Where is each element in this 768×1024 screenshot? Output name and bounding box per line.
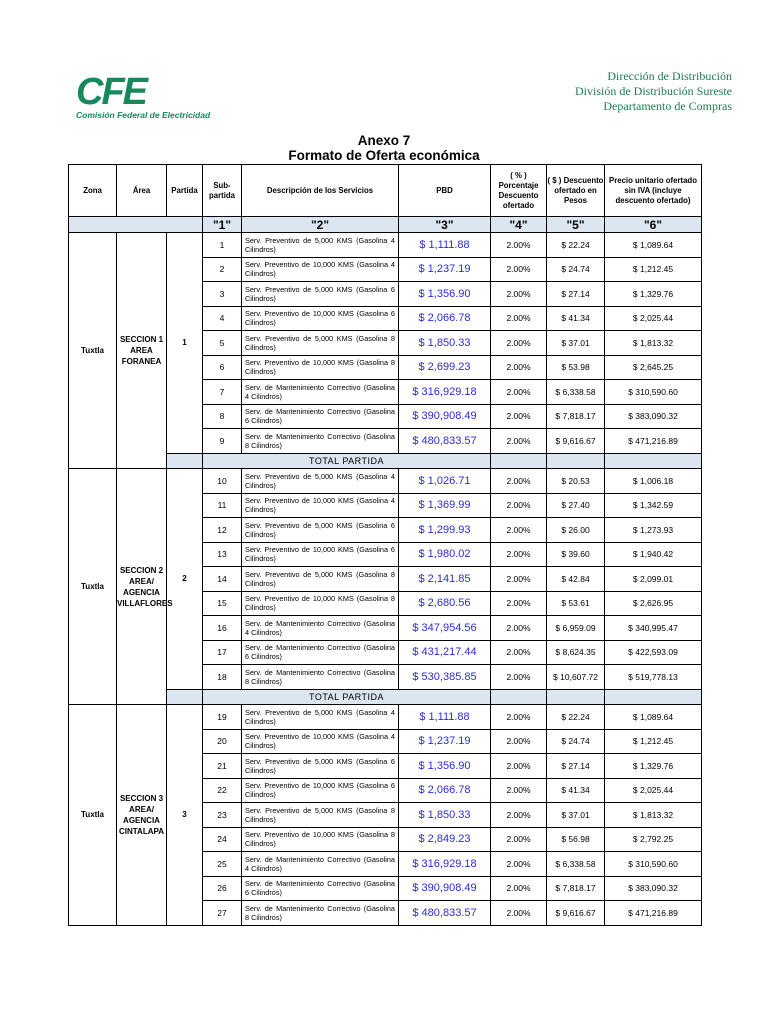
cell-subpartida: 22 — [203, 778, 242, 803]
cell-descripcion: Serv. Preventivo de 10,000 KMS (Gasolina 8 Cilindros) — [242, 355, 399, 380]
cell-descripcion: Serv. de Mantenimiento Correctivo (Gasolina 4 Cilindros) — [242, 852, 399, 877]
cell-descripcion: Serv. Preventivo de 10,000 KMS (Gasolina 4 Cilindros) — [242, 257, 399, 282]
cell-subpartida: 25 — [203, 852, 242, 877]
cell-pbd: $ 2,066.78 — [399, 306, 491, 331]
cell-subpartida: 12 — [203, 518, 242, 543]
cell-subpartida: 15 — [203, 591, 242, 616]
cell-partida: 3 — [167, 705, 203, 926]
cell-descuento: $ 37.01 — [547, 331, 605, 356]
cell-porcentaje: 2.00% — [491, 803, 547, 828]
header-row — [69, 165, 702, 217]
cell-descripcion: Serv. Preventivo de 5,000 KMS (Gasolina 8 Cilindros) — [242, 567, 399, 592]
cell-precio: $ 2,025.44 — [605, 306, 702, 331]
cell-porcentaje: 2.00% — [491, 469, 547, 494]
cell-subpartida: 9 — [203, 429, 242, 454]
cell-subpartida: 10 — [203, 469, 242, 494]
cell-pbd: $ 1,369.99 — [399, 493, 491, 518]
cell-subpartida: 16 — [203, 616, 242, 641]
cell-pbd: $ 1,356.90 — [399, 282, 491, 307]
cell-descuento: $ 27.14 — [547, 754, 605, 779]
cell-porcentaje: 2.00% — [491, 901, 547, 926]
page-title — [0, 133, 768, 163]
cell-descuento: $ 42.84 — [547, 567, 605, 592]
cell-area: SECCION 2 AREA/ AGENCIA VILLAFLORES — [117, 469, 167, 705]
cell-descripcion: Serv. Preventivo de 5,000 KMS (Gasolina 8 Cilindros) — [242, 331, 399, 356]
header-line-2: División de Distribución Sureste — [575, 84, 732, 98]
cell-precio: $ 1,212.45 — [605, 257, 702, 282]
cell-precio: $ 383,090.32 — [605, 876, 702, 901]
cell-precio: $ 471,216.89 — [605, 901, 702, 926]
cell-porcentaje: 2.00% — [491, 282, 547, 307]
cell-subpartida: 11 — [203, 493, 242, 518]
cell-descripcion: Serv. de Mantenimiento Correctivo (Gasolina 4 Cilindros) — [242, 380, 399, 405]
cell-pbd: $ 2,680.56 — [399, 591, 491, 616]
col-number-1: "1" — [203, 217, 242, 233]
cell-subpartida: 7 — [203, 380, 242, 405]
total-pct — [491, 453, 547, 469]
total-dpe — [547, 453, 605, 469]
cell-descripcion: Serv. Preventivo de 10,000 KMS (Gasolina 6 Cilindros) — [242, 542, 399, 567]
cell-descripcion: Serv. Preventivo de 10,000 KMS (Gasolina 8 Cilindros) — [242, 827, 399, 852]
cell-precio: $ 471,216.89 — [605, 429, 702, 454]
title-line-2: Formato de Oferta económica — [288, 148, 480, 163]
cell-descuento: $ 26.00 — [547, 518, 605, 543]
cell-descuento: $ 10,607.72 — [547, 665, 605, 690]
cell-porcentaje: 2.00% — [491, 518, 547, 543]
cell-pbd: $ 390,908.49 — [399, 404, 491, 429]
cell-descripcion: Serv. de Mantenimiento Correctivo (Gasolina 6 Cilindros) — [242, 404, 399, 429]
cell-subpartida: 24 — [203, 827, 242, 852]
cell-descuento: $ 9,616.67 — [547, 901, 605, 926]
logo-text: CFE — [76, 71, 146, 113]
title-line-1: Anexo 7 — [357, 133, 411, 148]
cell-precio: $ 2,099.01 — [605, 567, 702, 592]
cell-descuento: $ 53.61 — [547, 591, 605, 616]
cell-pbd: $ 480,833.57 — [399, 429, 491, 454]
cell-descuento: $ 6,959.09 — [547, 616, 605, 641]
cell-partida: 1 — [167, 233, 203, 454]
cell-descripcion: Serv. de Mantenimiento Correctivo (Gasolina 8 Cilindros) — [242, 901, 399, 926]
cell-descuento: $ 27.14 — [547, 282, 605, 307]
org-name: Comisión Federal de Electricidad — [76, 110, 211, 120]
cell-pbd: $ 390,908.49 — [399, 876, 491, 901]
cell-descuento: $ 39.60 — [547, 542, 605, 567]
cell-precio: $ 1,342.59 — [605, 493, 702, 518]
cell-pbd: $ 1,980.02 — [399, 542, 491, 567]
cell-subpartida: 2 — [203, 257, 242, 282]
cell-descripcion: Serv. Preventivo de 10,000 KMS (Gasolina 8 Cilindros) — [242, 591, 399, 616]
cell-subpartida: 3 — [203, 282, 242, 307]
cell-porcentaje: 2.00% — [491, 876, 547, 901]
cell-porcentaje: 2.00% — [491, 778, 547, 803]
cell-precio: $ 1,212.45 — [605, 729, 702, 754]
header-line-3: Departamento de Compras — [603, 99, 732, 113]
cell-porcentaje: 2.00% — [491, 754, 547, 779]
cell-pbd: $ 1,111.88 — [399, 705, 491, 730]
col-number-2: "2" — [242, 217, 399, 233]
cell-precio: $ 1,329.76 — [605, 754, 702, 779]
cell-pbd: $ 347,954.56 — [399, 616, 491, 641]
cell-descuento: $ 8,624.35 — [547, 640, 605, 665]
cell-precio: $ 383,090.32 — [605, 404, 702, 429]
cell-descripcion: Serv. Preventivo de 5,000 KMS (Gasolina 4 Cilindros) — [242, 469, 399, 494]
cell-precio: $ 1,940.42 — [605, 542, 702, 567]
cell-descripcion: Serv. Preventivo de 10,000 KMS (Gasolina 6 Cilindros) — [242, 778, 399, 803]
cell-descuento: $ 24.74 — [547, 729, 605, 754]
cell-descripcion: Serv. de Mantenimiento Correctivo (Gasolina 6 Cilindros) — [242, 876, 399, 901]
cell-porcentaje: 2.00% — [491, 306, 547, 331]
cell-precio: $ 1,089.64 — [605, 705, 702, 730]
col-precio: Precio unitario ofertado sin IVA (incluye descuento ofertado) — [605, 165, 702, 217]
total-unit — [605, 453, 702, 469]
cell-descuento: $ 37.01 — [547, 803, 605, 828]
cell-porcentaje: 2.00% — [491, 429, 547, 454]
cell-descuento: $ 27.40 — [547, 493, 605, 518]
cell-precio: $ 1,813.32 — [605, 331, 702, 356]
cell-pbd: $ 1,356.90 — [399, 754, 491, 779]
cell-descuento: $ 24.74 — [547, 257, 605, 282]
cell-precio: $ 1,089.64 — [605, 233, 702, 258]
cell-area: SECCION 1 AREA FORANEA — [117, 233, 167, 469]
cell-porcentaje: 2.00% — [491, 257, 547, 282]
cell-pbd: $ 316,929.18 — [399, 852, 491, 877]
cell-precio: $ 1,006.18 — [605, 469, 702, 494]
cell-descuento: $ 56.98 — [547, 827, 605, 852]
total-partida-cell — [167, 453, 203, 469]
cell-descripcion: Serv. Preventivo de 5,000 KMS (Gasolina 6 Cilindros) — [242, 282, 399, 307]
cell-descripcion: Serv. Preventivo de 10,000 KMS (Gasolina 6 Cilindros) — [242, 306, 399, 331]
total-dpe — [547, 689, 605, 705]
total-label: TOTAL PARTIDA — [203, 689, 491, 705]
col-pbd: PBD — [399, 165, 491, 217]
cell-subpartida: 20 — [203, 729, 242, 754]
table-row — [69, 469, 702, 494]
total-partida-cell — [167, 689, 203, 705]
cell-pbd: $ 1,299.93 — [399, 518, 491, 543]
cell-subpartida: 4 — [203, 306, 242, 331]
col-porcentaje: ( % ) Porcentaje Descuento ofertado — [491, 165, 547, 217]
cell-precio: $ 422,593.09 — [605, 640, 702, 665]
cell-pbd: $ 2,849.23 — [399, 827, 491, 852]
total-unit — [605, 689, 702, 705]
cell-pbd: $ 1,237.19 — [399, 257, 491, 282]
cell-subpartida: 19 — [203, 705, 242, 730]
cell-pbd: $ 1,237.19 — [399, 729, 491, 754]
cell-subpartida: 23 — [203, 803, 242, 828]
cell-precio: $ 519,778.13 — [605, 665, 702, 690]
cell-porcentaje: 2.00% — [491, 640, 547, 665]
cell-precio: $ 310,590.60 — [605, 380, 702, 405]
cell-zona: Tuxtla — [69, 233, 117, 469]
cell-descuento: $ 41.34 — [547, 778, 605, 803]
cell-descuento: $ 6,338.58 — [547, 852, 605, 877]
cell-porcentaje: 2.00% — [491, 705, 547, 730]
cell-precio: $ 310,590.60 — [605, 852, 702, 877]
cell-pbd: $ 2,141.85 — [399, 567, 491, 592]
department-header — [575, 69, 732, 114]
cell-descripcion: Serv. Preventivo de 5,000 KMS (Gasolina 4 Cilindros) — [242, 233, 399, 258]
cell-precio: $ 2,626.95 — [605, 591, 702, 616]
cell-porcentaje: 2.00% — [491, 233, 547, 258]
cell-subpartida: 17 — [203, 640, 242, 665]
cfe-logo-mark — [74, 70, 214, 113]
cell-pbd: $ 1,026.71 — [399, 469, 491, 494]
total-pct — [491, 689, 547, 705]
cell-descripcion: Serv. de Mantenimiento Correctivo (Gasolina 4 Cilindros) — [242, 616, 399, 641]
cell-precio: $ 1,813.32 — [605, 803, 702, 828]
cell-descripcion: Serv. de Mantenimiento Correctivo (Gasolina 8 Cilindros) — [242, 429, 399, 454]
cell-zona: Tuxtla — [69, 469, 117, 705]
cell-porcentaje: 2.00% — [491, 616, 547, 641]
cell-porcentaje: 2.00% — [491, 331, 547, 356]
cell-precio: $ 1,273.93 — [605, 518, 702, 543]
cell-descuento: $ 20.53 — [547, 469, 605, 494]
cell-precio: $ 1,329.76 — [605, 282, 702, 307]
cell-precio: $ 340,995.47 — [605, 616, 702, 641]
cell-porcentaje: 2.00% — [491, 493, 547, 518]
cell-zona: Tuxtla — [69, 705, 117, 926]
cell-porcentaje: 2.00% — [491, 404, 547, 429]
cell-porcentaje: 2.00% — [491, 380, 547, 405]
cell-precio: $ 2,025.44 — [605, 778, 702, 803]
cell-partida: 2 — [167, 469, 203, 690]
col-number-5: "5" — [547, 217, 605, 233]
col-zona: Zona — [69, 165, 117, 217]
cell-descuento: $ 7,818.17 — [547, 404, 605, 429]
cell-precio: $ 2,645.25 — [605, 355, 702, 380]
cell-pbd: $ 431,217.44 — [399, 640, 491, 665]
cell-descripcion: Serv. Preventivo de 5,000 KMS (Gasolina 8 Cilindros) — [242, 803, 399, 828]
cell-precio: $ 2,792.25 — [605, 827, 702, 852]
cell-descripcion: Serv. de Mantenimiento Correctivo (Gasolina 8 Cilindros) — [242, 665, 399, 690]
offer-table — [68, 164, 702, 926]
column-number-row — [69, 217, 702, 233]
col-number-4: "4" — [491, 217, 547, 233]
cell-descuento: $ 7,818.17 — [547, 876, 605, 901]
col-subpartida: Sub-partida — [203, 165, 242, 217]
cell-descuento: $ 41.34 — [547, 306, 605, 331]
cell-porcentaje: 2.00% — [491, 567, 547, 592]
cell-descripcion: Serv. Preventivo de 10,000 KMS (Gasolina 4 Cilindros) — [242, 729, 399, 754]
col-number-3: "3" — [399, 217, 491, 233]
cell-porcentaje: 2.00% — [491, 355, 547, 380]
header-line-1: Dirección de Distribución — [607, 69, 732, 83]
cell-descripcion: Serv. Preventivo de 5,000 KMS (Gasolina 6 Cilindros) — [242, 518, 399, 543]
cell-porcentaje: 2.00% — [491, 542, 547, 567]
col-area: Área — [117, 165, 167, 217]
cell-descripcion: Serv. Preventivo de 5,000 KMS (Gasolina 4 Cilindros) — [242, 705, 399, 730]
cell-subpartida: 13 — [203, 542, 242, 567]
cell-porcentaje: 2.00% — [491, 852, 547, 877]
cell-porcentaje: 2.00% — [491, 665, 547, 690]
col-descuento: ( $ ) Descuento ofertado en Pesos — [547, 165, 605, 217]
cell-pbd: $ 2,699.23 — [399, 355, 491, 380]
cell-subpartida: 6 — [203, 355, 242, 380]
cell-descripcion: Serv. Preventivo de 5,000 KMS (Gasolina 6 Cilindros) — [242, 754, 399, 779]
cell-pbd: $ 1,850.33 — [399, 331, 491, 356]
cell-pbd: $ 1,111.88 — [399, 233, 491, 258]
col-descripcion: Descripción de los Servicios — [242, 165, 399, 217]
cell-descuento: $ 9,616.67 — [547, 429, 605, 454]
table-body — [69, 233, 702, 926]
cell-pbd: $ 530,385.85 — [399, 665, 491, 690]
cell-descripcion: Serv. de Mantenimiento Correctivo (Gasolina 6 Cilindros) — [242, 640, 399, 665]
cell-pbd: $ 2,066.78 — [399, 778, 491, 803]
cell-porcentaje: 2.00% — [491, 591, 547, 616]
table-row — [69, 705, 702, 730]
cell-area: SECCION 3 AREA/ AGENCIA CINTALAPA — [117, 705, 167, 926]
col-partida: Partida — [167, 165, 203, 217]
cell-pbd: $ 480,833.57 — [399, 901, 491, 926]
cell-descuento: $ 6,338.58 — [547, 380, 605, 405]
cell-porcentaje: 2.00% — [491, 729, 547, 754]
cell-descuento: $ 22.24 — [547, 705, 605, 730]
cell-descuento: $ 53.98 — [547, 355, 605, 380]
cell-subpartida: 27 — [203, 901, 242, 926]
total-label: TOTAL PARTIDA — [203, 453, 491, 469]
col-number-blank — [69, 217, 203, 233]
cell-subpartida: 1 — [203, 233, 242, 258]
cell-subpartida: 5 — [203, 331, 242, 356]
cell-subpartida: 18 — [203, 665, 242, 690]
cell-pbd: $ 316,929.18 — [399, 380, 491, 405]
cell-subpartida: 26 — [203, 876, 242, 901]
cell-porcentaje: 2.00% — [491, 827, 547, 852]
cell-subpartida: 8 — [203, 404, 242, 429]
table-row — [69, 233, 702, 258]
col-number-6: "6" — [605, 217, 702, 233]
cell-subpartida: 14 — [203, 567, 242, 592]
cell-descripcion: Serv. Preventivo de 10,000 KMS (Gasolina 4 Cilindros) — [242, 493, 399, 518]
cell-descuento: $ 22.24 — [547, 233, 605, 258]
cell-pbd: $ 1,850.33 — [399, 803, 491, 828]
cell-subpartida: 21 — [203, 754, 242, 779]
